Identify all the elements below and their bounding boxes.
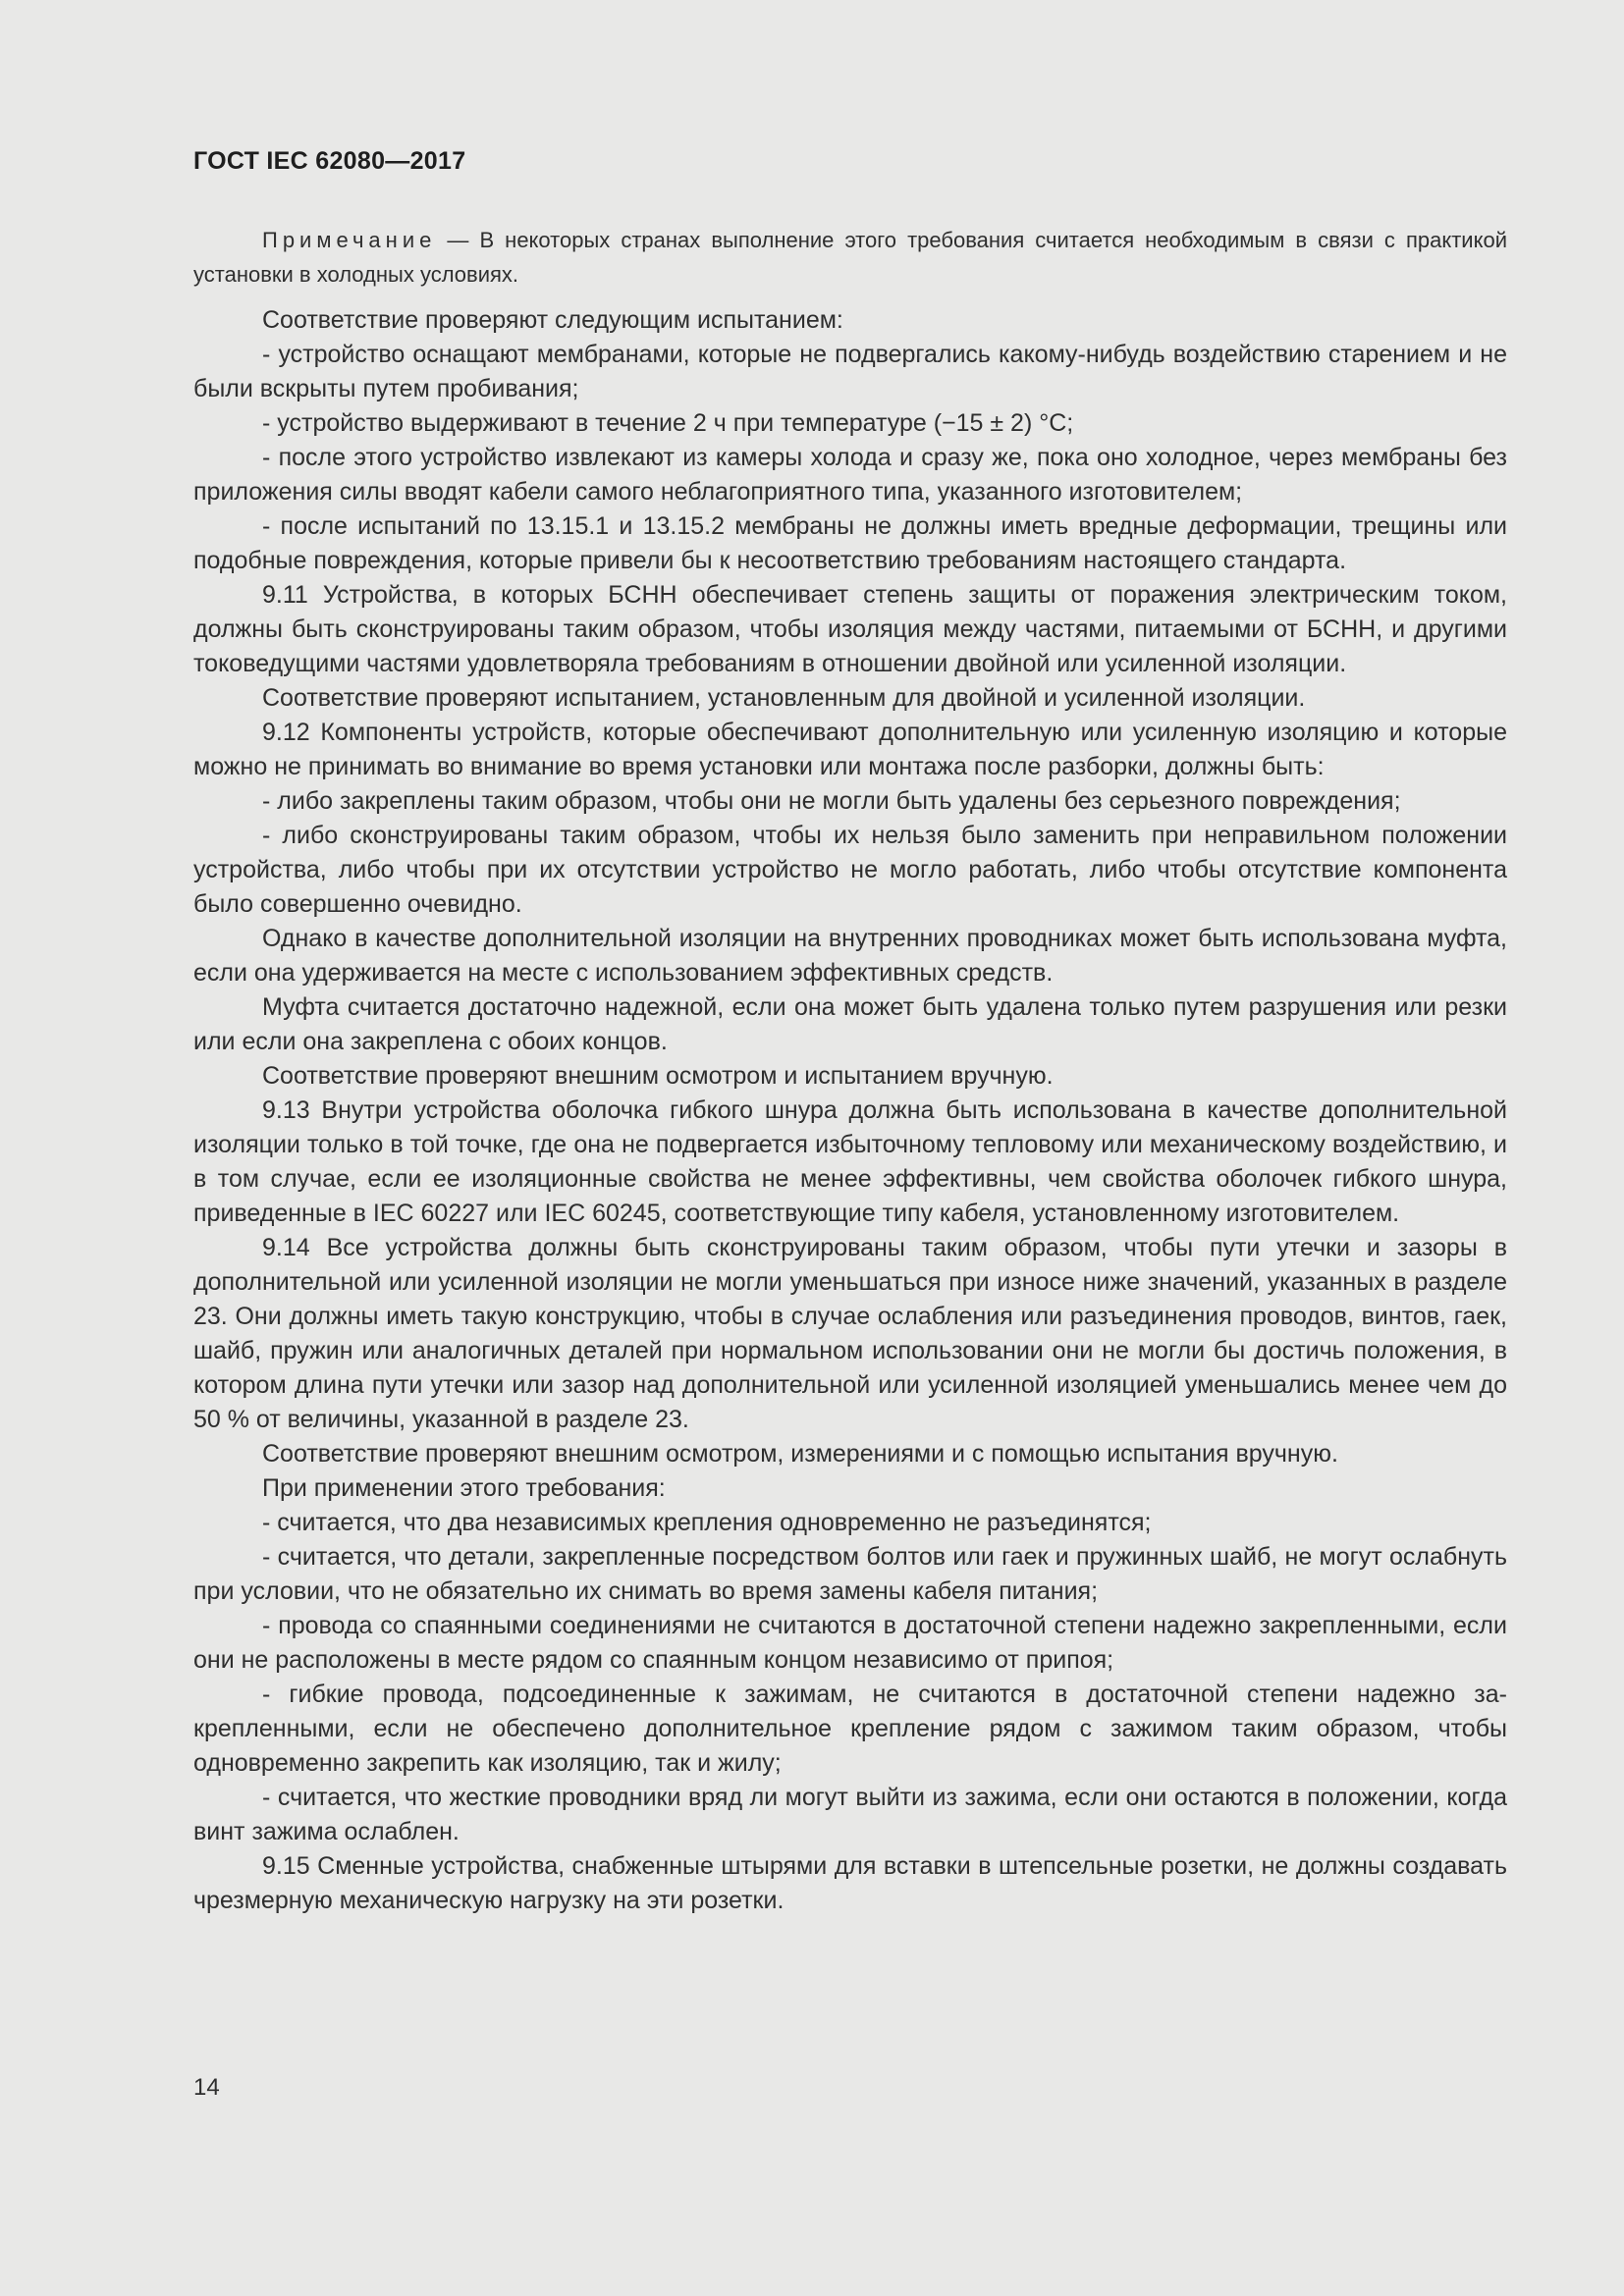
paragraph: Соответствие проверяют следующим испытанием: (262, 306, 843, 334)
paragraph: - провода со спаянными соединениями не считаются в достаточной степени надежно закрепленными, если они не расположены в месте рядом со спаянным концом независимо от припоя; (193, 1612, 1507, 1674)
note-block (193, 223, 1507, 292)
page-number: 14 (193, 2074, 220, 2101)
paragraph: 9.12 Компоненты устройств, которые обеспечивают дополнительную или усиленную изоляцию и которые можно не принимать во внимание во время установки или монтажа после разборки, должны быть: (193, 719, 1507, 780)
paragraph: Соответствие проверяют внешним осмотром и испытанием вручную. (262, 1062, 1054, 1090)
paragraph: - после испытаний по 13.15.1 и 13.15.2 мембраны не должны иметь вредные деформации, трещины или подобные повреждения, которые привели бы к несоответствию требованиям настоящего стандарта. (193, 512, 1507, 574)
paragraph: Соответствие проверяют внешним осмотром, измерениями и с помощью испытания вручную. (262, 1440, 1338, 1468)
paragraph: Муфта считается достаточно надежной, если она может быть удалена только путем разрушения или резки или если она закреплена с обоих концов. (193, 993, 1507, 1055)
note-label: Примечание (262, 228, 437, 252)
paragraph: - считается, что детали, закрепленные посредством болтов или гаек и пружинных шайб, не могут ослабнуть при условии, что не обязательно их снимать во время замены кабеля питания; (193, 1543, 1507, 1605)
paragraph: 9.13 Внутри устройства оболочка гибкого шнура должна быть использована в качестве дополнительной изоляции только в той точке, где она не подвергается избыточному тепловому или механическому воздействию, и в том случае, если ее изоляционные свойства не менее эффективны, чем свойства оболочек гибкого шнура, приведенные в IEC 60227 или IEC 60245, соответствующие типу кабеля, установленному изготовителем. (193, 1096, 1507, 1227)
paragraph: - устройство выдерживают в течение 2 ч при температуре (−15 ± 2) °С; (262, 409, 1074, 437)
paragraph: - считается, что два независимых крепления одновременно не разъединятся; (262, 1509, 1152, 1536)
paragraph: При применении этого требования: (262, 1474, 666, 1502)
note-text: — В некоторых странах выполнение этого требования считается необходимым в связи с практикой установки в холодных условиях. (193, 228, 1507, 287)
paragraph: 9.14 Все устройства должны быть сконструированы таким образом, чтобы пути утечки и зазоры в дополнительной или усиленной изоляции не могли уменьшаться при износе ниже значений, указанных в разделе 23. Они должны иметь такую конструкцию, чтобы в случае ослабления или разъединения проводов, винтов, гаек, шайб, пружин или аналогичных деталей при нормальном использовании они не могли бы достичь положения, в котором длина пути утечки или зазор над дополнительной или усиленной изоляцией уменьшались менее чем до 50 % от величины, указанной в разделе 23. (193, 1234, 1507, 1433)
paragraph: 9.15 Сменные устройства, снабженные штырями для вставки в штепсельные розетки, не должны создавать чрезмерную механическую нагрузку на эти розетки. (193, 1852, 1507, 1914)
body-text (193, 303, 1507, 1918)
paragraph: - гибкие провода, подсоединенные к зажимам, не считаются в достаточной степени надежно закрепленными, если не обеспечено дополнительное крепление рядом с зажимом таким образом, чтобы одновременно закрепить как изоляцию, так и жилу; (193, 1681, 1507, 1777)
paragraph: Однако в качестве дополнительной изоляции на внутренних проводниках может быть использована муфта, если она удерживается на месте с использованием эффективных средств. (193, 925, 1507, 987)
paragraph: - после этого устройство извлекают из камеры холода и сразу же, пока оно холодное, через мембраны без приложения силы вводят кабели самого неблагоприятного типа, указанного изготовителем; (193, 444, 1507, 506)
paragraph: 9.11 Устройства, в которых БСНН обеспечивает степень защиты от поражения электрическим током, должны быть сконструированы таким образом, чтобы изоляция между частями, питаемыми от БСНН, и другими токоведущими частями удовлетворяла требованиям в отношении двойной или усиленной изоляции. (193, 581, 1507, 677)
paragraph: Соответствие проверяют испытанием, установленным для двойной и усиленной изоляции. (262, 684, 1306, 712)
paragraph: - устройство оснащают мембранами, которые не подвергались какому-нибудь воздействию старением и не были вскрыты путем пробивания; (193, 341, 1507, 402)
paragraph: - считается, что жесткие проводники вряд ли могут выйти из зажима, если они остаются в положении, когда винт зажима ослаблен. (193, 1784, 1507, 1845)
paragraph: - либо сконструированы таким образом, чтобы их нельзя было заменить при неправильном положении устройства, либо чтобы при их отсутствии устройство не могло работать, либо чтобы отсутствие компонента было совершенно очевидно. (193, 822, 1507, 918)
paragraph: - либо закреплены таким образом, чтобы они не могли быть удалены без серьезного повреждения; (262, 787, 1401, 815)
document-header: ГОСТ IEC 62080—2017 (193, 147, 466, 175)
